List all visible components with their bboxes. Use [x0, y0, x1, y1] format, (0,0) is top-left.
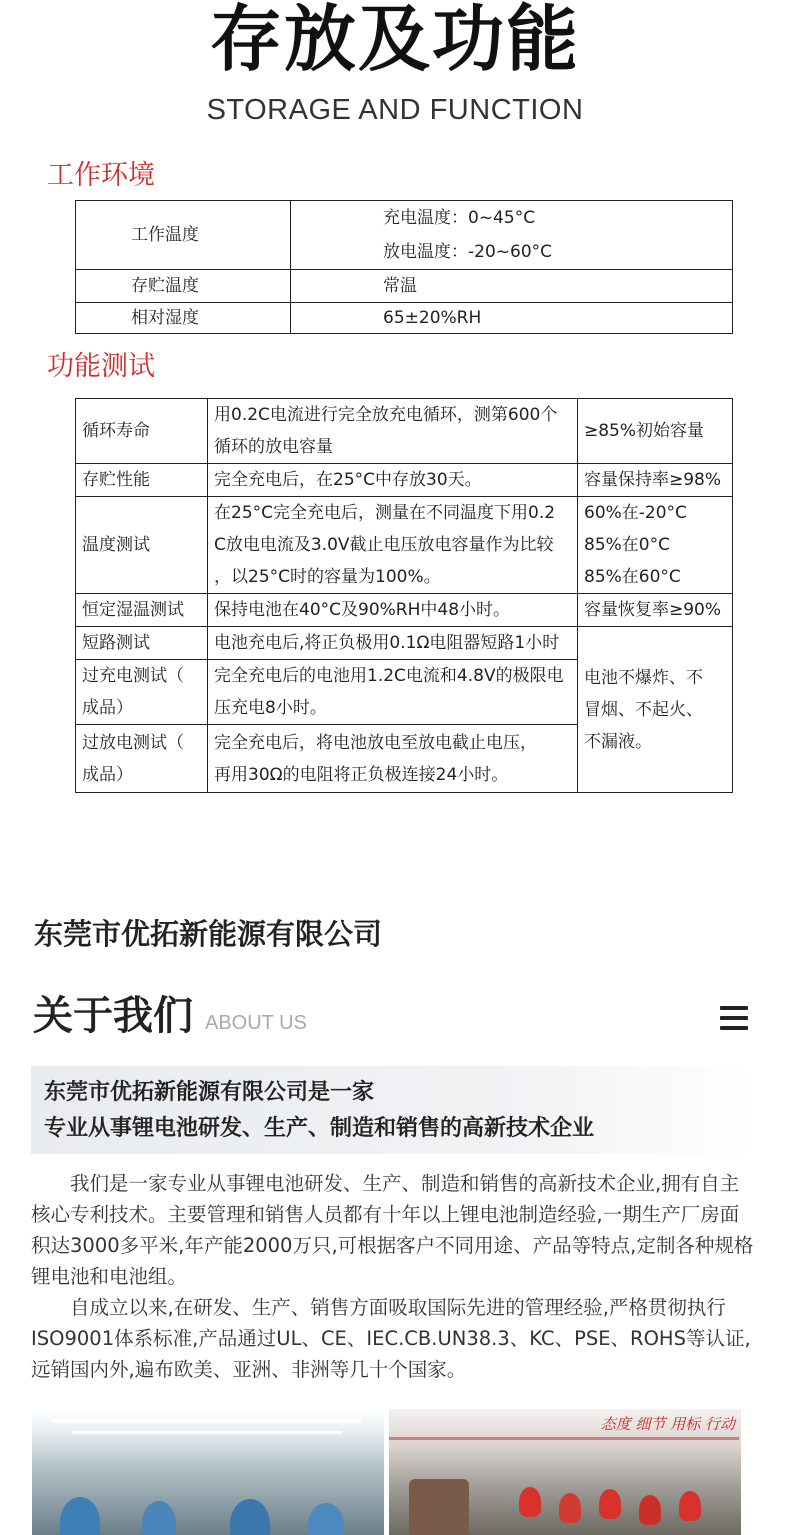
test-desc	[208, 660, 578, 725]
test-desc	[208, 497, 578, 594]
test-result: ≥85%初始容量	[578, 399, 733, 464]
factory-photo-2	[389, 1409, 741, 1535]
test-desc: 保持电池在40°C及90%RH中48小时。	[208, 594, 578, 627]
photo-banner: 态度 细节 用标 行动	[600, 1415, 735, 1433]
test-item	[76, 660, 208, 725]
desc-line: ，以25°C时的容量为100%。	[214, 567, 441, 587]
highlight-line-2: 专业从事锂电池研发、生产、制造和销售的高新技术企业	[44, 1116, 595, 1141]
company-name: 东莞市优拓新能源有限公司	[34, 917, 383, 951]
result-line: 电池不爆炸、不	[584, 667, 703, 688]
env-value: 常温	[291, 270, 733, 303]
about-paragraph: 自成立以来,在研发、生产、销售方面吸取国际先进的管理经验,严格贯彻执行ISO9001体系标准,产品通过UL、CE、IEC.CB.UN38.3、KC、PSE、ROHS等认证,远销国内外,遍布欧美、亚洲、非洲等几十个国家。	[31, 1296, 751, 1381]
desc-line: 在25°C完全充电后，测量在不同温度下用0.2	[214, 503, 556, 523]
about-title: 关于我们	[33, 993, 193, 1039]
env-value-line: 充电温度：0~45°C	[383, 208, 536, 228]
about-highlight	[31, 1066, 753, 1154]
test-item: 短路测试	[76, 627, 208, 660]
item-line: 过充电测试（	[82, 666, 184, 686]
item-line: 过放电测试（	[82, 732, 184, 753]
test-result	[578, 497, 733, 594]
desc-line: 压充电8小时。	[214, 698, 327, 718]
desc-line: 用0.2C电流进行完全放充电循环，测第600个	[214, 405, 558, 425]
test-item: 存贮性能	[76, 464, 208, 497]
test-desc: 完全充电后，在25°C中存放30天。	[208, 464, 578, 497]
page-subtitle: STORAGE AND FUNCTION	[206, 94, 584, 126]
test-result: 容量保持率≥98%	[578, 464, 733, 497]
test-desc	[208, 725, 578, 793]
work-env-heading: 工作环境	[47, 160, 155, 191]
about-body	[31, 1168, 755, 1385]
desc-line: C放电电流及3.0V截止电压放电容量作为比较	[214, 535, 554, 555]
env-key: 相对湿度	[76, 303, 291, 334]
test-item: 温度测试	[76, 497, 208, 594]
env-key: 存贮温度	[76, 270, 291, 303]
test-desc: 电池充电后,将正负极用0.1Ω电阻器短路1小时	[208, 627, 578, 660]
result-line: 冒烟、不起火、	[584, 699, 703, 720]
factory-photo-1	[32, 1409, 384, 1535]
env-value	[291, 201, 733, 270]
hamburger-menu-icon[interactable]	[720, 1006, 748, 1030]
test-item	[76, 725, 208, 793]
item-line: 成品）	[82, 698, 133, 718]
env-value: 65±20%RH	[291, 303, 733, 334]
desc-line: 循环的放电容量	[214, 437, 333, 457]
func-test-table	[75, 398, 733, 793]
page-title: 存放及功能	[209, 0, 580, 81]
test-desc	[208, 399, 578, 464]
func-test-heading: 功能测试	[47, 351, 155, 382]
result-line: 不漏液。	[584, 731, 652, 752]
item-line: 成品）	[82, 764, 133, 785]
test-result: 容量恢复率≥90%	[578, 594, 733, 627]
result-line: 60%在-20°C	[584, 503, 687, 523]
test-item: 循环寿命	[76, 399, 208, 464]
highlight-line-1: 东莞市优拓新能源有限公司是一家	[44, 1080, 375, 1105]
test-item: 恒定湿温测试	[76, 594, 208, 627]
about-subtitle: ABOUT US	[205, 1012, 307, 1034]
result-line: 85%在60°C	[584, 567, 681, 587]
work-env-table	[75, 200, 733, 334]
env-key: 工作温度	[76, 201, 291, 270]
desc-line: 再用30Ω的电阻将正负极连接24小时。	[214, 764, 509, 785]
result-line: 85%在0°C	[584, 535, 670, 555]
desc-line: 完全充电后，将电池放电至放电截止电压，	[214, 732, 537, 753]
env-value-line: 放电温度：-20~60°C	[383, 242, 553, 262]
test-result-merged	[578, 627, 733, 793]
desc-line: 完全充电后的电池用1.2C电流和4.8V的极限电	[214, 666, 564, 686]
about-paragraph: 我们是一家专业从事锂电池研发、生产、制造和销售的高新技术企业,拥有自主核心专利技术。主要管理和销售人员都有十年以上锂电池制造经验,一期生产厂房面积达3000多平米,年产能2000万只,可根据客户不同用途、产品等特点,定制各种规格锂电池和电池组。	[31, 1172, 754, 1288]
